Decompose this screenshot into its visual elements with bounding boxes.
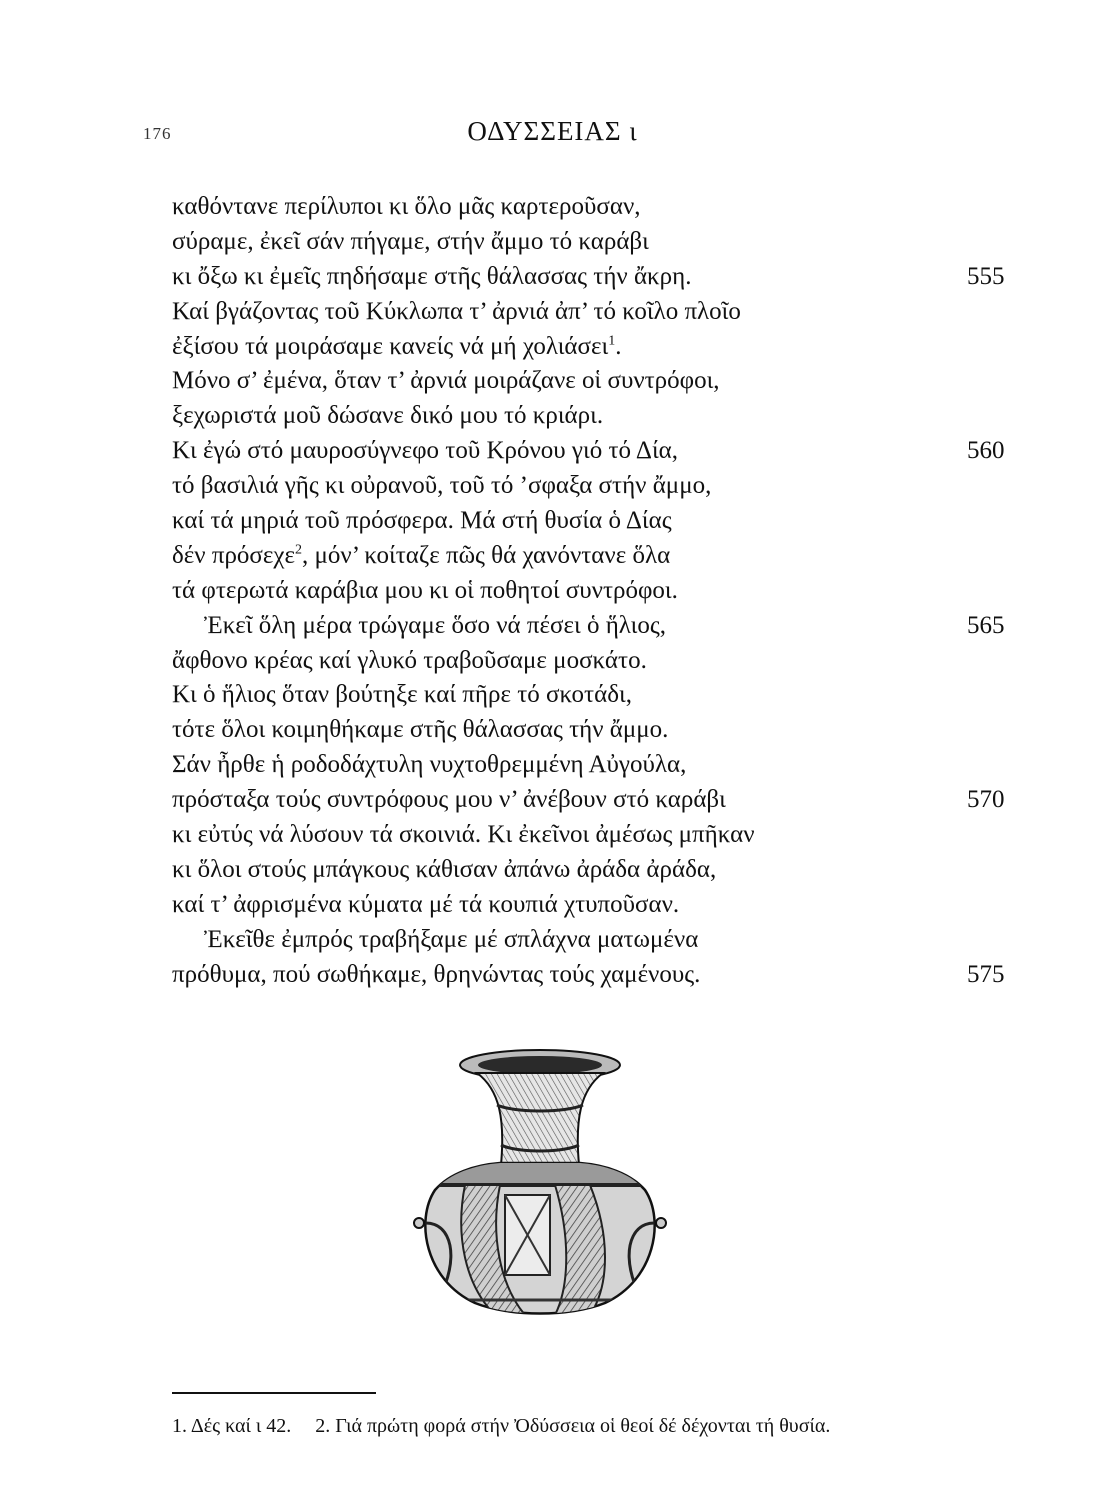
poem-text xyxy=(172,190,1012,992)
verse-text: Ἐκεῖ ὅλη μέρα τρώγαμε ὅσο νά πέσει ὁ ἥλιος, xyxy=(204,611,666,639)
verse-line xyxy=(172,853,1012,888)
verse-line xyxy=(172,678,1012,713)
vase-illustration xyxy=(405,1045,675,1325)
verse-text: Κι ὁ ἥλιος ὅταν βούτηξε καί πῆρε τό σκοτάδι, xyxy=(172,681,632,709)
verse-text: κι ὄξω κι ἐμεῖς πηδήσαμε στῆς θάλασσας τήν ἄκρη. xyxy=(172,262,692,290)
verse-text: κι ὅλοι στούς μπάγκους κάθισαν ἀπάνω ἀράδα ἀράδα, xyxy=(172,855,717,883)
line-number: 565 xyxy=(967,611,1005,639)
footnote-marker: 1 xyxy=(608,333,616,349)
verse-text: καθόντανε περίλυποι κι ὅλο μᾶς καρτεροῦσαν, xyxy=(172,193,641,220)
footnotes xyxy=(172,1415,830,1438)
verse-text: Καί βγάζοντας τοῦ Κύκλωπα τ’ ἀρνιά ἀπ’ τό κοῖλο πλοῖο xyxy=(172,297,741,325)
verse-text-tail: . xyxy=(615,332,622,360)
footnote-1: 1. Δές καί ι 42. xyxy=(172,1415,292,1437)
verse-text: Σάν ἦρθε ἡ ροδοδάχτυλη νυχτοθρεμμένη Αὐγούλα, xyxy=(172,751,687,779)
verse-line xyxy=(172,783,1012,818)
verse-line xyxy=(172,713,1012,748)
verse-line xyxy=(172,504,1012,539)
verse-text: τό βασιλιά γῆς κι οὐρανοῦ, τοῦ τό ’σφαξα στήν ἄμμο, xyxy=(172,472,712,500)
verse-text: δέν πρόσεχε xyxy=(172,541,295,569)
verse-line xyxy=(172,888,1012,923)
verse-text: πρόσταξα τούς συντρόφους μου ν’ ἀνέβουν στό καράβι xyxy=(172,786,726,814)
verse-line xyxy=(172,539,1012,574)
verse-text: σύραμε, ἐκεῖ σάν πήγαμε, στήν ἄμμο τό καράβι xyxy=(172,227,649,255)
verse-text: Ἐκεῖθε ἐμπρός τραβήξαμε μέ σπλάχνα ματωμένα xyxy=(204,925,699,953)
footnote-marker: 2 xyxy=(295,542,302,558)
verse-text: καί τά μηριά τοῦ πρόσφερα. Μά στή θυσία ὁ Δίας xyxy=(172,507,672,535)
verse-line xyxy=(172,644,1012,679)
verse-line xyxy=(172,958,1012,993)
verse-line xyxy=(172,330,1012,365)
verse-line xyxy=(172,469,1012,504)
verse-line xyxy=(172,609,1012,644)
verse-line xyxy=(172,190,1012,225)
verse-line xyxy=(172,399,1012,434)
verse-text: Κι ἐγώ στό μαυροσύγνεφο τοῦ Κρόνου γιό τό Δία, xyxy=(172,437,679,465)
verse-line xyxy=(172,574,1012,609)
verse-line xyxy=(172,748,1012,783)
verse-text: ἐξίσου τά μοιράσαμε κανείς νά μή χολιάσει xyxy=(172,332,609,360)
verse-line xyxy=(172,818,1012,853)
verse-text-tail: , μόν’ κοίταζε πῶς θά χανόντανε ὅλα xyxy=(302,541,671,569)
line-number: 570 xyxy=(967,786,1005,814)
page-number: 176 xyxy=(143,124,172,143)
verse-text: τότε ὅλοι κοιμηθήκαμε στῆς θάλασσας τήν ἄμμο. xyxy=(172,716,669,744)
line-number: 560 xyxy=(967,437,1005,465)
verse-text: καί τ’ ἀφρισμένα κύματα μέ τά κουπιά χτυποῦσαν. xyxy=(172,890,680,918)
verse-line xyxy=(172,923,1012,958)
footnote-2: 2. Γιά πρώτη φορά στήν Ὀδύσσεια οἱ θεοί δέ δέχονται τή θυσία. xyxy=(315,1415,831,1437)
verse-text: κι εὐτύς νά λύσουν τά σκοινιά. Κι ἐκεῖνοι ἀμέσως μπῆκαν xyxy=(172,821,755,849)
verse-line xyxy=(172,260,1012,295)
verse-text: ἄφθονο κρέας καί γλυκό τραβοῦσαμε μοσκάτο. xyxy=(172,646,647,674)
verse-line xyxy=(172,295,1012,330)
verse-text: Μόνο σ’ ἐμένα, ὅταν τ’ ἀρνιά μοιράζανε οἱ συντρόφοι, xyxy=(172,367,720,395)
line-number: 575 xyxy=(967,960,1005,988)
verse-line xyxy=(172,434,1012,469)
line-number: 555 xyxy=(967,262,1005,290)
verse-text: πρόθυμα, πού σωθήκαμε, θρηνώντας τούς χαμένους. xyxy=(172,960,701,988)
verse-line xyxy=(172,364,1012,399)
verse-text: τά φτερωτά καράβια μου κι οἱ ποθητοί συντρόφοι. xyxy=(172,576,678,604)
verse-text: ξεχωριστά μοῦ δώσανε δικό μου τό κριάρι. xyxy=(172,402,604,430)
footnote-divider xyxy=(172,1392,376,1394)
verse-line xyxy=(172,225,1012,260)
running-title: ΟΔΥΣΣΕΙΑΣ ι xyxy=(467,116,638,146)
